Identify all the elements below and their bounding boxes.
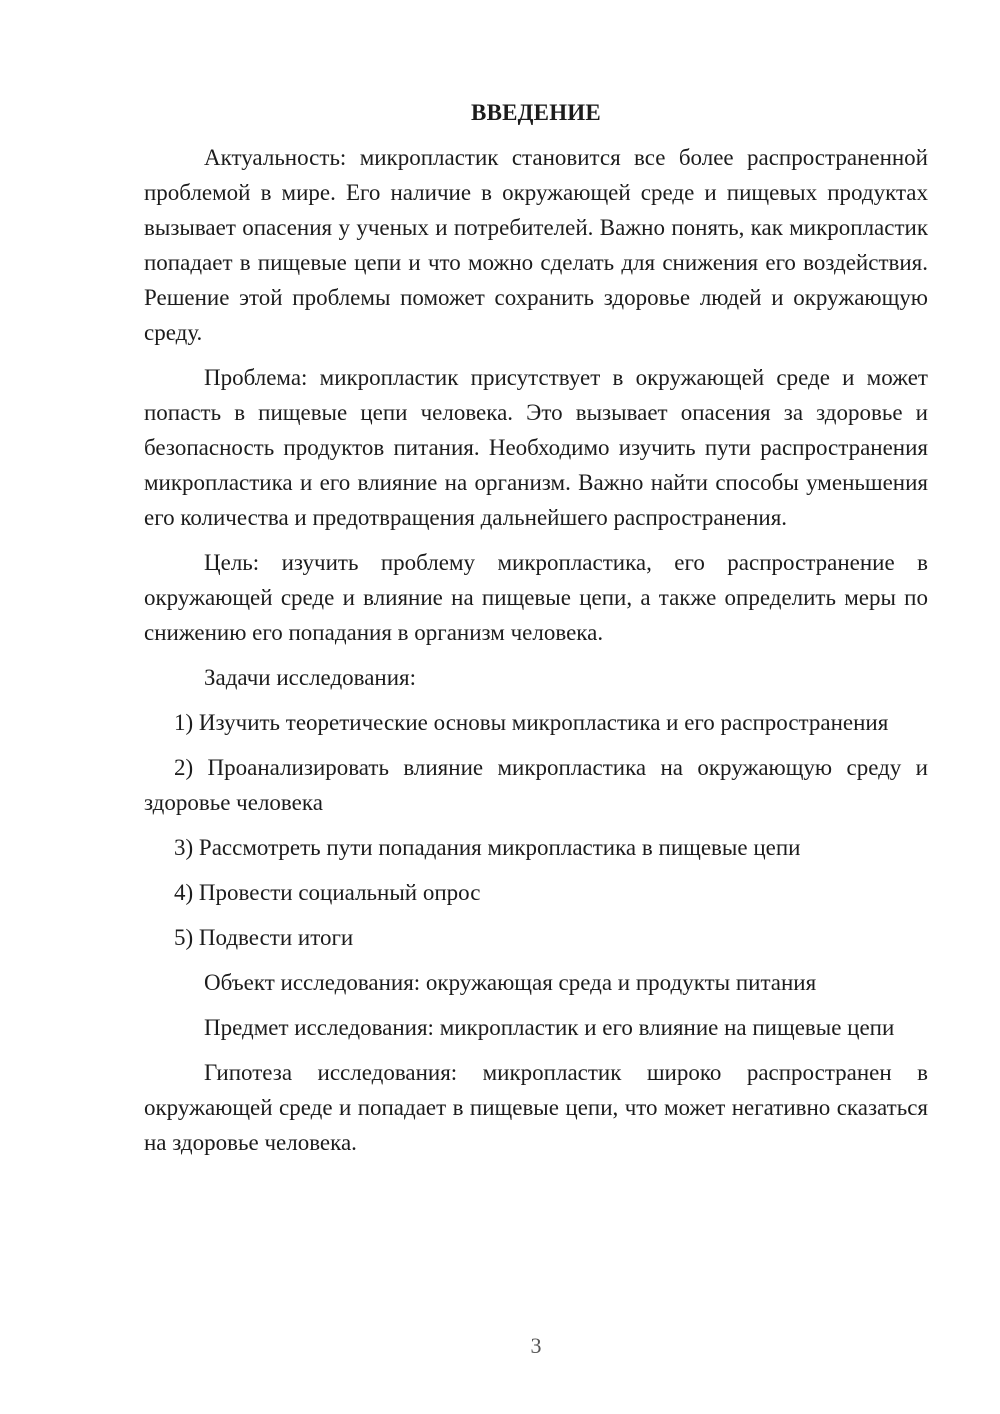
- goal-paragraph: Цель: изучить проблему микропластика, его распространение в окружающей среде и влияние на пищевые цепи, а также определить меры по снижению его попадания в организм человека.: [144, 550, 928, 645]
- page-number: 3: [530, 1333, 542, 1358]
- object-paragraph: Объект исследования: окружающая среда и продукты питания: [204, 970, 817, 995]
- tasks-heading: Задачи исследования:: [204, 665, 417, 690]
- page-content: [144, 95, 928, 1170]
- task-item: 2) Проанализировать влияние микропластика на окружающую среду и здоровье человека: [144, 755, 928, 815]
- tasks-list: [144, 705, 928, 955]
- section-title: ВВЕДЕНИЕ: [471, 100, 601, 125]
- task-item: 5) Подвести итоги: [174, 925, 354, 950]
- task-item: 1) Изучить теоретические основы микропластика и его распространения: [174, 710, 889, 735]
- task-item: 3) Рассмотреть пути попадания микропластика в пищевые цепи: [174, 835, 801, 860]
- relevance-paragraph: Актуальность: микропластик становится все более распространенной проблемой в мире. Его наличие в окружающей среде и пищевых продуктах вызывает опасения у ученых и потребителей. Важно понять, как микропластик попадает в пищевые цепи и что можно сделать для снижения его воздействия. Решение этой проблемы поможет сохранить здоровье людей и окружающую среду.: [144, 145, 928, 345]
- task-item: 4) Провести социальный опрос: [174, 880, 481, 905]
- hypothesis-paragraph: Гипотеза исследования: микропластик широко распространен в окружающей среде и попадает в пищевые цепи, что может негативно сказаться на здоровье человека.: [144, 1060, 928, 1155]
- problem-paragraph: Проблема: микропластик присутствует в окружающей среде и может попасть в пищевые цепи человека. Это вызывает опасения за здоровье и безопасность продуктов питания. Необходимо изучить пути распространения микропластика и его влияние на организм. Важно найти способы уменьшения его количества и предотвращения дальнейшего распространения.: [144, 365, 928, 530]
- subject-paragraph: Предмет исследования: микропластик и его влияние на пищевые цепи: [204, 1015, 895, 1040]
